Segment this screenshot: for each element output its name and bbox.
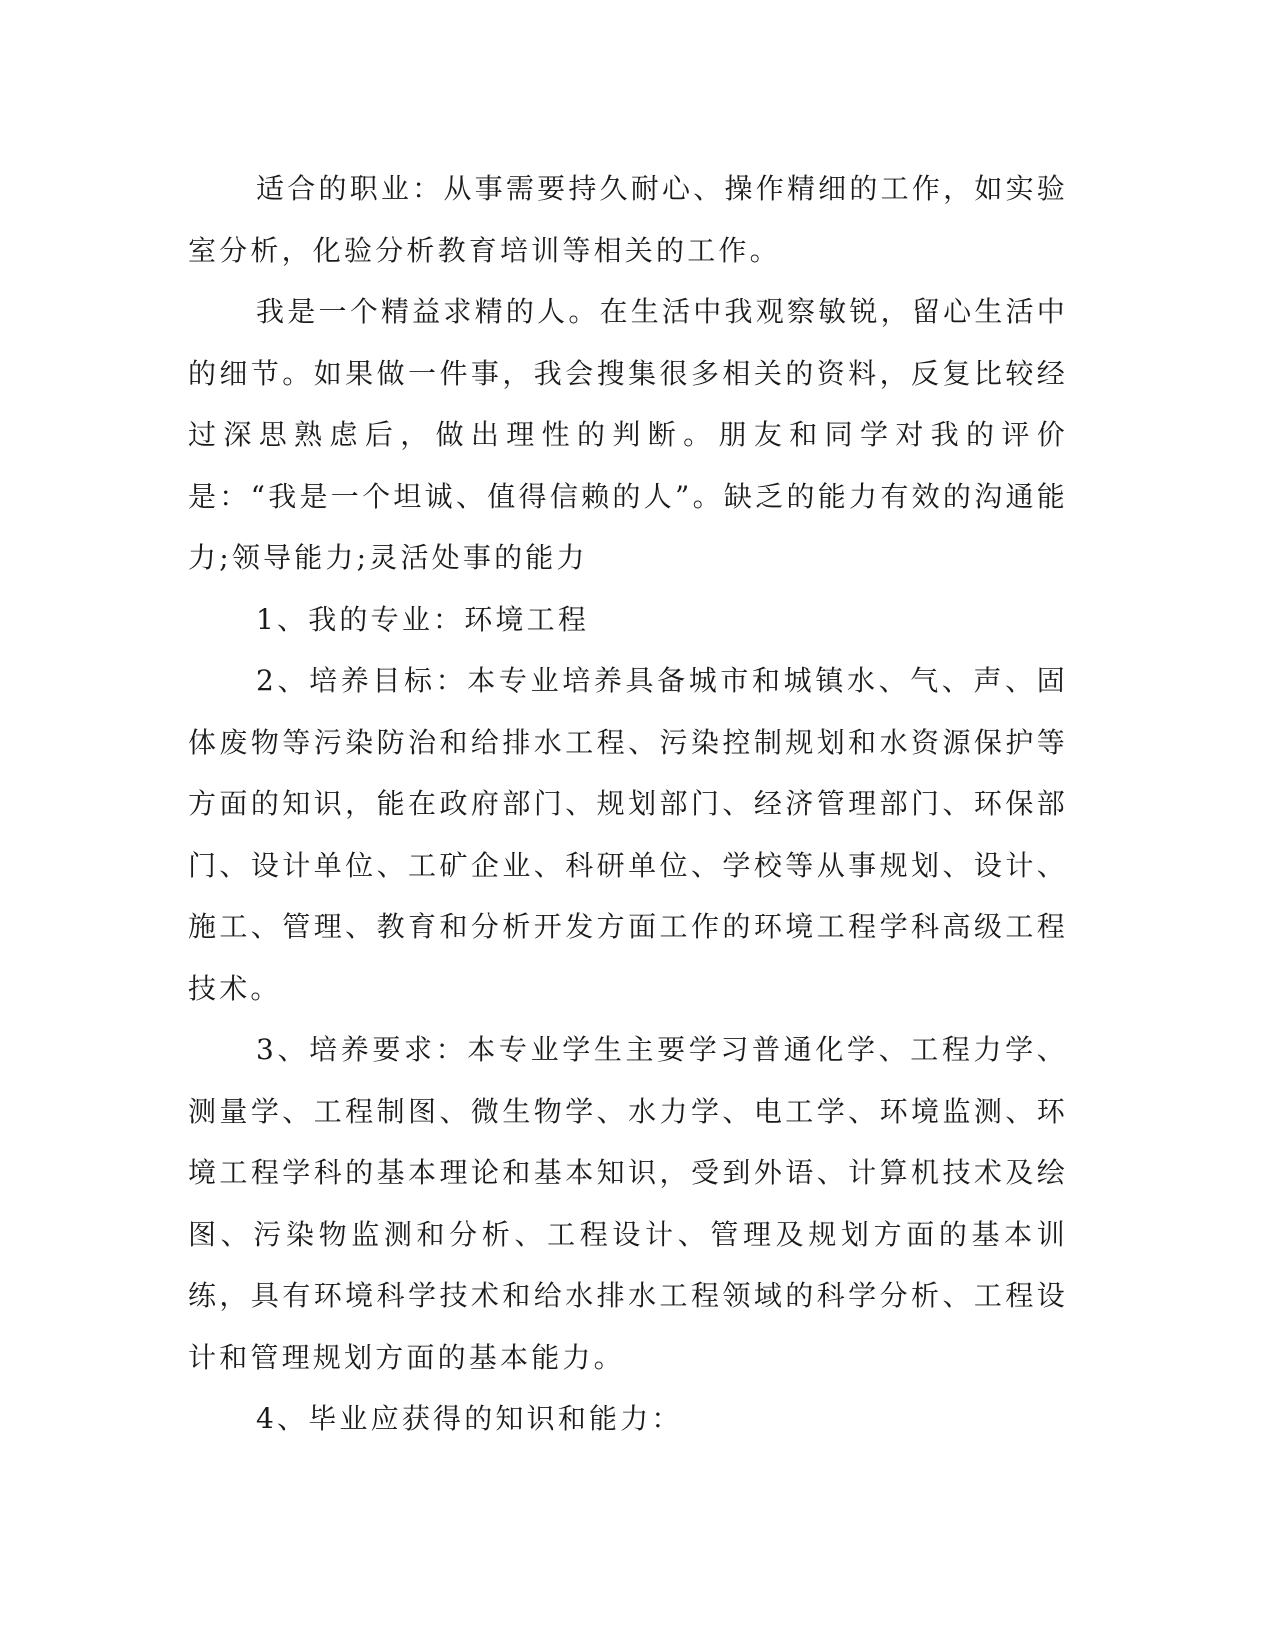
paragraph-major: 1、我的专业：环境工程 — [256, 602, 590, 636]
document-body — [188, 158, 1068, 1450]
paragraph-graduate-knowledge: 4、毕业应获得的知识和能力： — [256, 1402, 683, 1435]
paragraph-training-requirements: 3、培养要求：本专业学生主要学习普通化学、工程力学、测量学、工程制图、微生物学、水力学、电工学、环境监测、环境工程学科的基本理论和基本知识，受到外语、计算机技术及绘图、污染物监测和分析、工程设计、管理及规划方面的基本训练，具有环境科学技术和给水排水工程领域的科学分析、工程设计和管理规划方面的基本能力。 — [188, 1033, 1068, 1374]
paragraph-training-goal: 2、培养目标：本专业培养具备城市和城镇水、气、声、固体废物等污染防治和给排水工程、污染控制规划和水资源保护等方面的知识，能在政府部门、规划部门、经济管理部门、环保部门、设计单位、工矿企业、科研单位、学校等从事规划、设计、施工、管理、教育和分析开发方面工作的环境工程学科高级工程技术。 — [188, 664, 1068, 1005]
paragraph-suitable-career: 适合的职业：从事需要持久耐心、操作精细的工作，如实验室分析，化验分析教育培训等相关的工作。 — [188, 172, 1068, 267]
paragraph-self-description: 我是一个精益求精的人。在生活中我观察敏锐，留心生活中的细节。如果做一件事，我会搜集很多相关的资料，反复比较经过深思熟虑后，做出理性的判断。朋友和同学对我的评价是：“我是一个坦诚、值得信赖的人”。缺乏的能力有效的沟通能力;领导能力;灵活处事的能力 — [188, 295, 1068, 574]
